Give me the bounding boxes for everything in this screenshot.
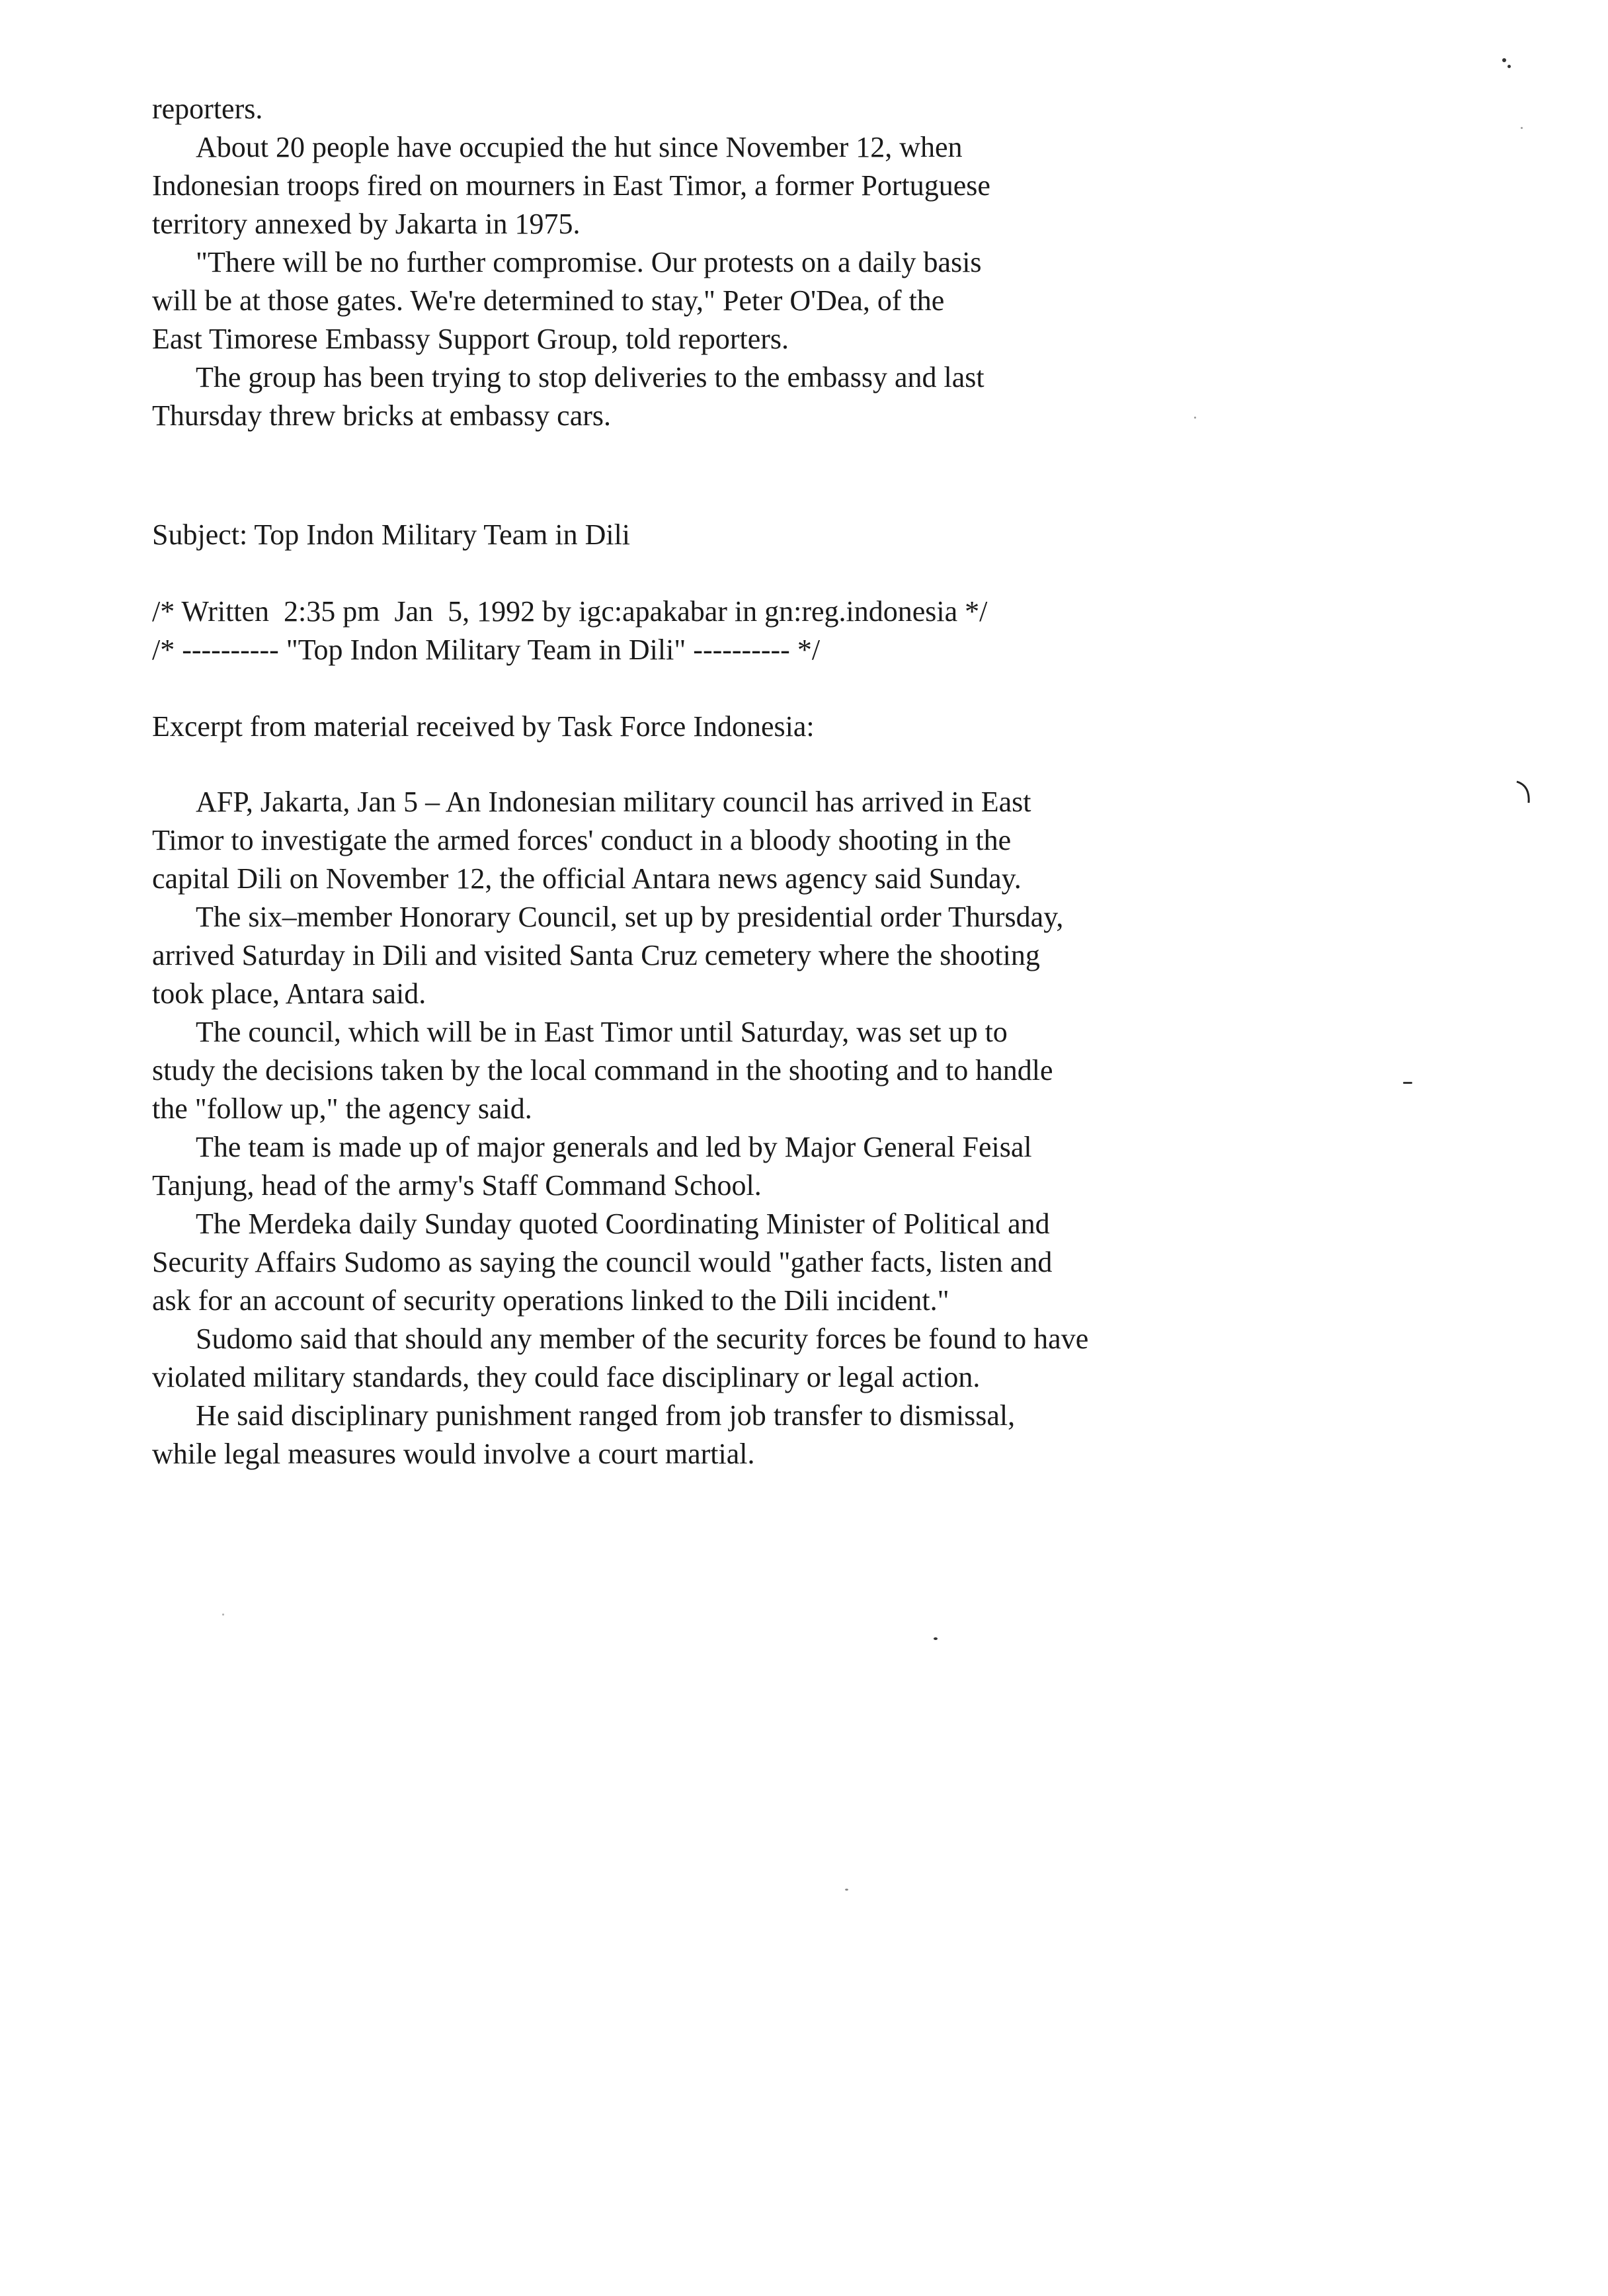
excerpt-note [152,708,1316,746]
scan-speck [934,1637,938,1640]
excerpt-text: Excerpt from material received by Task Force Indonesia: [152,710,815,743]
paragraph-line: The group has been trying to stop deliveries to the embassy and last [196,361,985,393]
paragraph-line: study the decisions taken by the local command in the shooting and to handle [152,1054,1053,1086]
message-header [152,593,1316,669]
subject-text: Subject: Top Indon Military Team in Dili [152,518,631,551]
paragraph-line: violated military standards, they could face disciplinary or legal action. [152,1361,981,1393]
paragraph-line: capital Dili on November 12, the official Antara news agency said Sunday. [152,862,1022,895]
paragraph-line: the "follow up," the agency said. [152,1092,532,1125]
paragraph-line: The six–member Honorary Council, set up by presidential order Thursday, [196,901,1064,933]
scan-speck [1521,127,1523,129]
paragraph-line: Tanjung, head of the army's Staff Command School. [152,1169,762,1202]
subject-line [152,516,1316,554]
paragraph-line: while legal measures would involve a court martial. [152,1438,755,1470]
paragraph-line: Indonesian troops fired on mourners in East Timor, a former Portuguese [152,169,990,202]
paragraph-line: Sudomo said that should any member of the security forces be found to have [196,1323,1089,1355]
paragraph-line: AFP, Jakarta, Jan 5 – An Indonesian military council has arrived in East [196,786,1031,818]
paragraph-line: Security Affairs Sudomo as saying the council would "gather facts, listen and [152,1246,1053,1278]
paragraph-line: ask for an account of security operations linked to the Dili incident." [152,1284,949,1317]
paragraph-line: He said disciplinary punishment ranged from job transfer to dismissal, [196,1399,1016,1432]
paragraph-line: The Merdeka daily Sunday quoted Coordinating Minister of Political and [196,1208,1050,1240]
paragraph-line: East Timorese Embassy Support Group, told reporters. [152,323,789,355]
scan-speck [222,1614,224,1616]
scan-speck [845,1889,848,1891]
paragraph-line: will be at those gates. We're determined to stay," Peter O'Dea, of the [152,284,945,317]
scan-speck [1502,58,1506,62]
paragraph-line: reporters. [152,93,263,125]
paragraph-line: took place, Antara said. [152,977,426,1010]
title-header: /* ---------- "Top Indon Military Team in Dili" ---------- */ [152,634,821,666]
paragraph-line: About 20 people have occupied the hut since November 12, when [196,131,963,163]
paragraph-line: The team is made up of major generals and led by Major General Feisal [196,1131,1032,1163]
paragraph-line: arrived Saturday in Dili and visited Santa Cruz cemetery where the shooting [152,939,1040,971]
paragraph-line: The council, which will be in East Timor until Saturday, was set up to [196,1016,1008,1048]
paragraph-line: territory annexed by Jakarta in 1975. [152,208,581,240]
scan-speck [1403,1082,1412,1084]
scan-speck [1508,65,1511,68]
written-header: /* Written 2:35 pm Jan 5, 1992 by igc:apakabar in gn:reg.indonesia */ [152,595,988,628]
paragraph-line: "There will be no further compromise. Our protests on a daily basis [196,246,982,278]
scan-mark [1514,779,1534,805]
article-body [152,783,1316,1473]
article-continuation [152,90,1316,435]
paragraph-line: Timor to investigate the armed forces' conduct in a bloody shooting in the [152,824,1012,856]
paragraph-line: Thursday threw bricks at embassy cars. [152,399,612,432]
scan-speck [1194,417,1196,419]
